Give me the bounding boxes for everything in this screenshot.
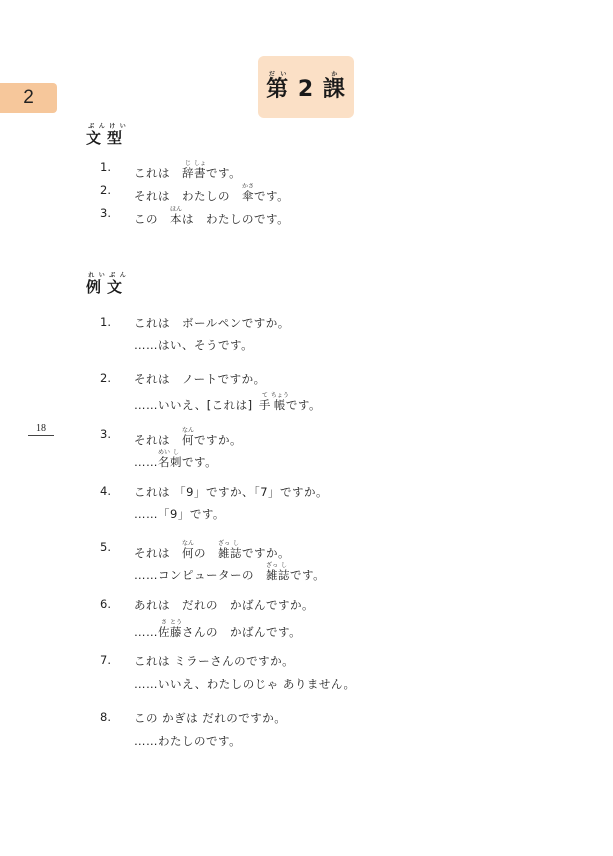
- page-number: 18: [28, 423, 54, 436]
- lesson-title: 第だい 2 課か: [266, 71, 346, 102]
- lesson-title-box: [258, 56, 354, 118]
- reibun-heading: 例れい文ぶん: [86, 272, 129, 296]
- bunkei-heading: 文ぶん型けい: [86, 123, 129, 147]
- chapter-tab: 2: [0, 83, 57, 113]
